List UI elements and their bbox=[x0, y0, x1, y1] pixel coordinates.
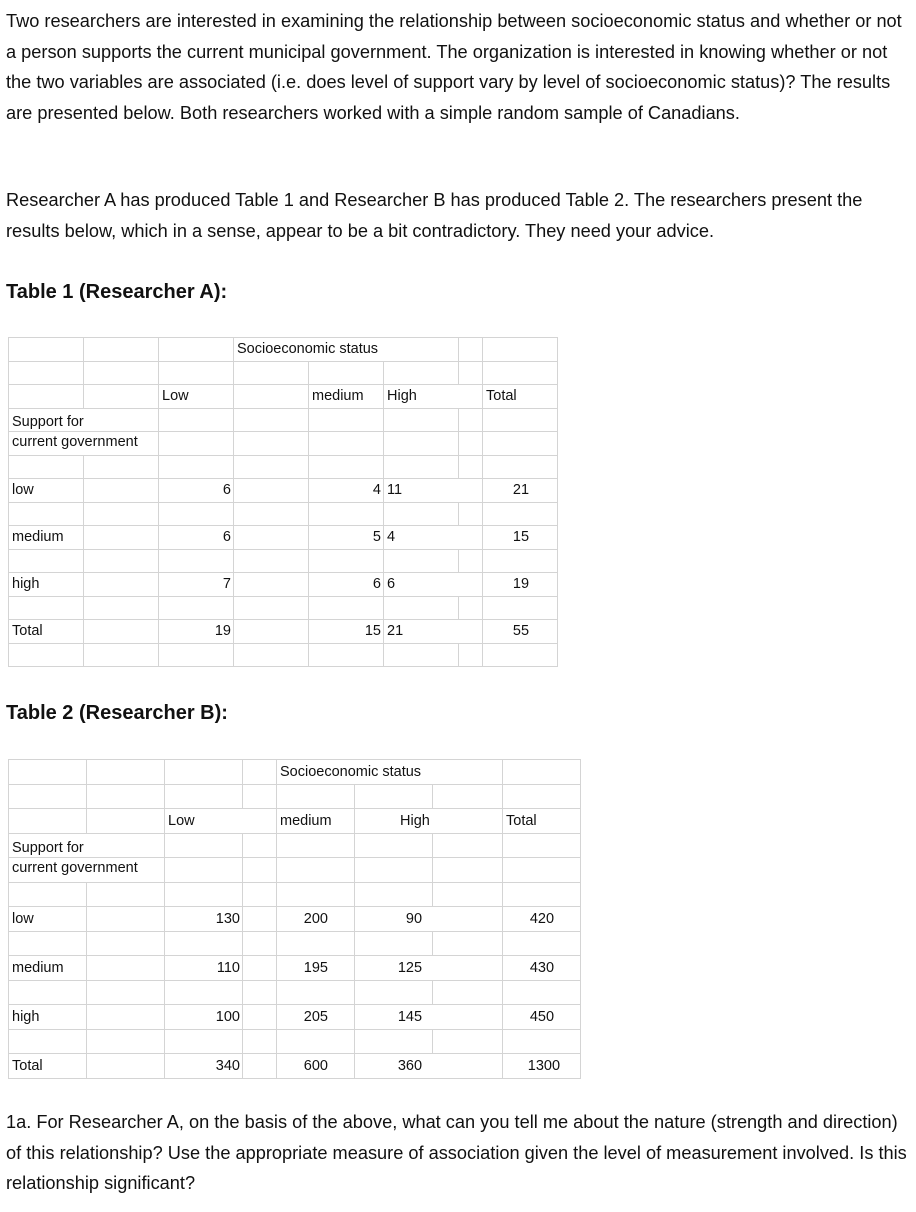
table-row bbox=[9, 479, 558, 503]
table1-row-spacer bbox=[9, 502, 558, 526]
table1-col-medium: medium bbox=[309, 385, 384, 409]
row-label: Total bbox=[9, 620, 84, 644]
table-cell: 15 bbox=[483, 526, 558, 550]
table-cell: 7 bbox=[159, 573, 234, 597]
table1-row-spacer bbox=[9, 643, 558, 667]
row-label: high bbox=[9, 1005, 87, 1030]
table-cell: 15 bbox=[309, 620, 384, 644]
table-cell: 450 bbox=[503, 1005, 581, 1030]
intro-paragraph-1: Two researchers are interested in examining the relationship between socioeconomic status and whether or not a person supports the current municipal government. The organization is interested in knowing whether or not the two variables are associated (i.e. does level of support vary by level of socioeconomic status)? The results are presented below. Both researchers worked with a simple random sample of Canadians. bbox=[6, 11, 902, 123]
row-label: low bbox=[9, 479, 84, 503]
table-cell: 100 bbox=[165, 1005, 243, 1030]
table-cell: 430 bbox=[503, 956, 581, 981]
table2-col-medium: medium bbox=[277, 809, 355, 834]
table-row bbox=[9, 956, 581, 981]
table2-row-columns bbox=[9, 809, 581, 834]
table2-row-spacer bbox=[9, 1029, 581, 1054]
table-cell: 6 bbox=[159, 526, 234, 550]
table1-row-header-2 bbox=[9, 432, 558, 456]
table1-col-total: Total bbox=[483, 385, 558, 409]
table1-row-header-line1: Support for bbox=[9, 408, 159, 432]
table2 bbox=[8, 759, 581, 1079]
table-cell: 195 bbox=[277, 956, 355, 981]
table-cell: 1300 bbox=[503, 1054, 581, 1079]
table2-row-group-header bbox=[9, 760, 581, 785]
table-cell: 90 bbox=[355, 907, 503, 932]
table2-row-header-line2: current government bbox=[9, 858, 165, 883]
table1-col-low: Low bbox=[159, 385, 234, 409]
table-cell: 55 bbox=[483, 620, 558, 644]
table-cell: 21 bbox=[384, 620, 483, 644]
table-cell: 5 bbox=[309, 526, 384, 550]
question-1a: 1a. For Researcher A, on the basis of the above, what can you tell me about the nature (strength and direction) of this relationship? Use the appropriate measure of association given the level of measurement involved. Is this relationship significant? bbox=[6, 1112, 907, 1193]
table1-group-header: Socioeconomic status bbox=[234, 338, 459, 362]
table-cell: 19 bbox=[159, 620, 234, 644]
row-label: Total bbox=[9, 1054, 87, 1079]
table-cell: 420 bbox=[503, 907, 581, 932]
table-cell: 4 bbox=[309, 479, 384, 503]
table2-col-low: Low bbox=[165, 809, 277, 834]
table-cell: 360 bbox=[355, 1054, 503, 1079]
table2-row-header-1 bbox=[9, 833, 581, 858]
table-cell: 110 bbox=[165, 956, 243, 981]
table-cell: 125 bbox=[355, 956, 503, 981]
table-row bbox=[9, 1054, 581, 1079]
table1-row-columns bbox=[9, 385, 558, 409]
table1-row-group-header bbox=[9, 338, 558, 362]
table-cell: 21 bbox=[483, 479, 558, 503]
table2-col-total: Total bbox=[503, 809, 581, 834]
row-label: low bbox=[9, 907, 87, 932]
table2-row-spacer bbox=[9, 882, 581, 907]
table2-col-high: High bbox=[355, 809, 503, 834]
table-cell: 6 bbox=[384, 573, 483, 597]
table1-row-header-1 bbox=[9, 408, 558, 432]
table1-row-spacer bbox=[9, 455, 558, 479]
table1-row-spacer bbox=[9, 361, 558, 385]
table2-row-spacer bbox=[9, 784, 581, 809]
table-cell: 145 bbox=[355, 1005, 503, 1030]
table-cell: 6 bbox=[159, 479, 234, 503]
table2-group-header: Socioeconomic status bbox=[277, 760, 503, 785]
table-cell: 11 bbox=[384, 479, 483, 503]
table2-heading: Table 2 (Researcher B): bbox=[6, 702, 228, 724]
table-row bbox=[9, 1005, 581, 1030]
table-cell: 130 bbox=[165, 907, 243, 932]
table-cell: 600 bbox=[277, 1054, 355, 1079]
table-row bbox=[9, 526, 558, 550]
table1-row-header-line2: current government bbox=[9, 432, 159, 456]
table1 bbox=[8, 337, 558, 667]
table1-heading: Table 1 (Researcher A): bbox=[6, 281, 228, 303]
table2-row-header-2 bbox=[9, 858, 581, 883]
row-label: medium bbox=[9, 526, 84, 550]
table1-row-spacer bbox=[9, 596, 558, 620]
table2-row-spacer bbox=[9, 980, 581, 1005]
table2-row-spacer bbox=[9, 931, 581, 956]
table1-row-spacer bbox=[9, 549, 558, 573]
table1-col-high: High bbox=[384, 385, 483, 409]
table2-row-header-line1: Support for bbox=[9, 833, 165, 858]
table-cell: 200 bbox=[277, 907, 355, 932]
row-label: high bbox=[9, 573, 84, 597]
table-cell: 205 bbox=[277, 1005, 355, 1030]
table-cell: 340 bbox=[165, 1054, 243, 1079]
table-row bbox=[9, 907, 581, 932]
row-label: medium bbox=[9, 956, 87, 981]
table-cell: 4 bbox=[384, 526, 483, 550]
table-cell: 19 bbox=[483, 573, 558, 597]
intro-paragraph-2: Researcher A has produced Table 1 and Researcher B has produced Table 2. The researchers present the results below, which in a sense, appear to be a bit contradictory. They need your advice. bbox=[6, 190, 863, 241]
table-row bbox=[9, 620, 558, 644]
table-cell: 6 bbox=[309, 573, 384, 597]
table-row bbox=[9, 573, 558, 597]
